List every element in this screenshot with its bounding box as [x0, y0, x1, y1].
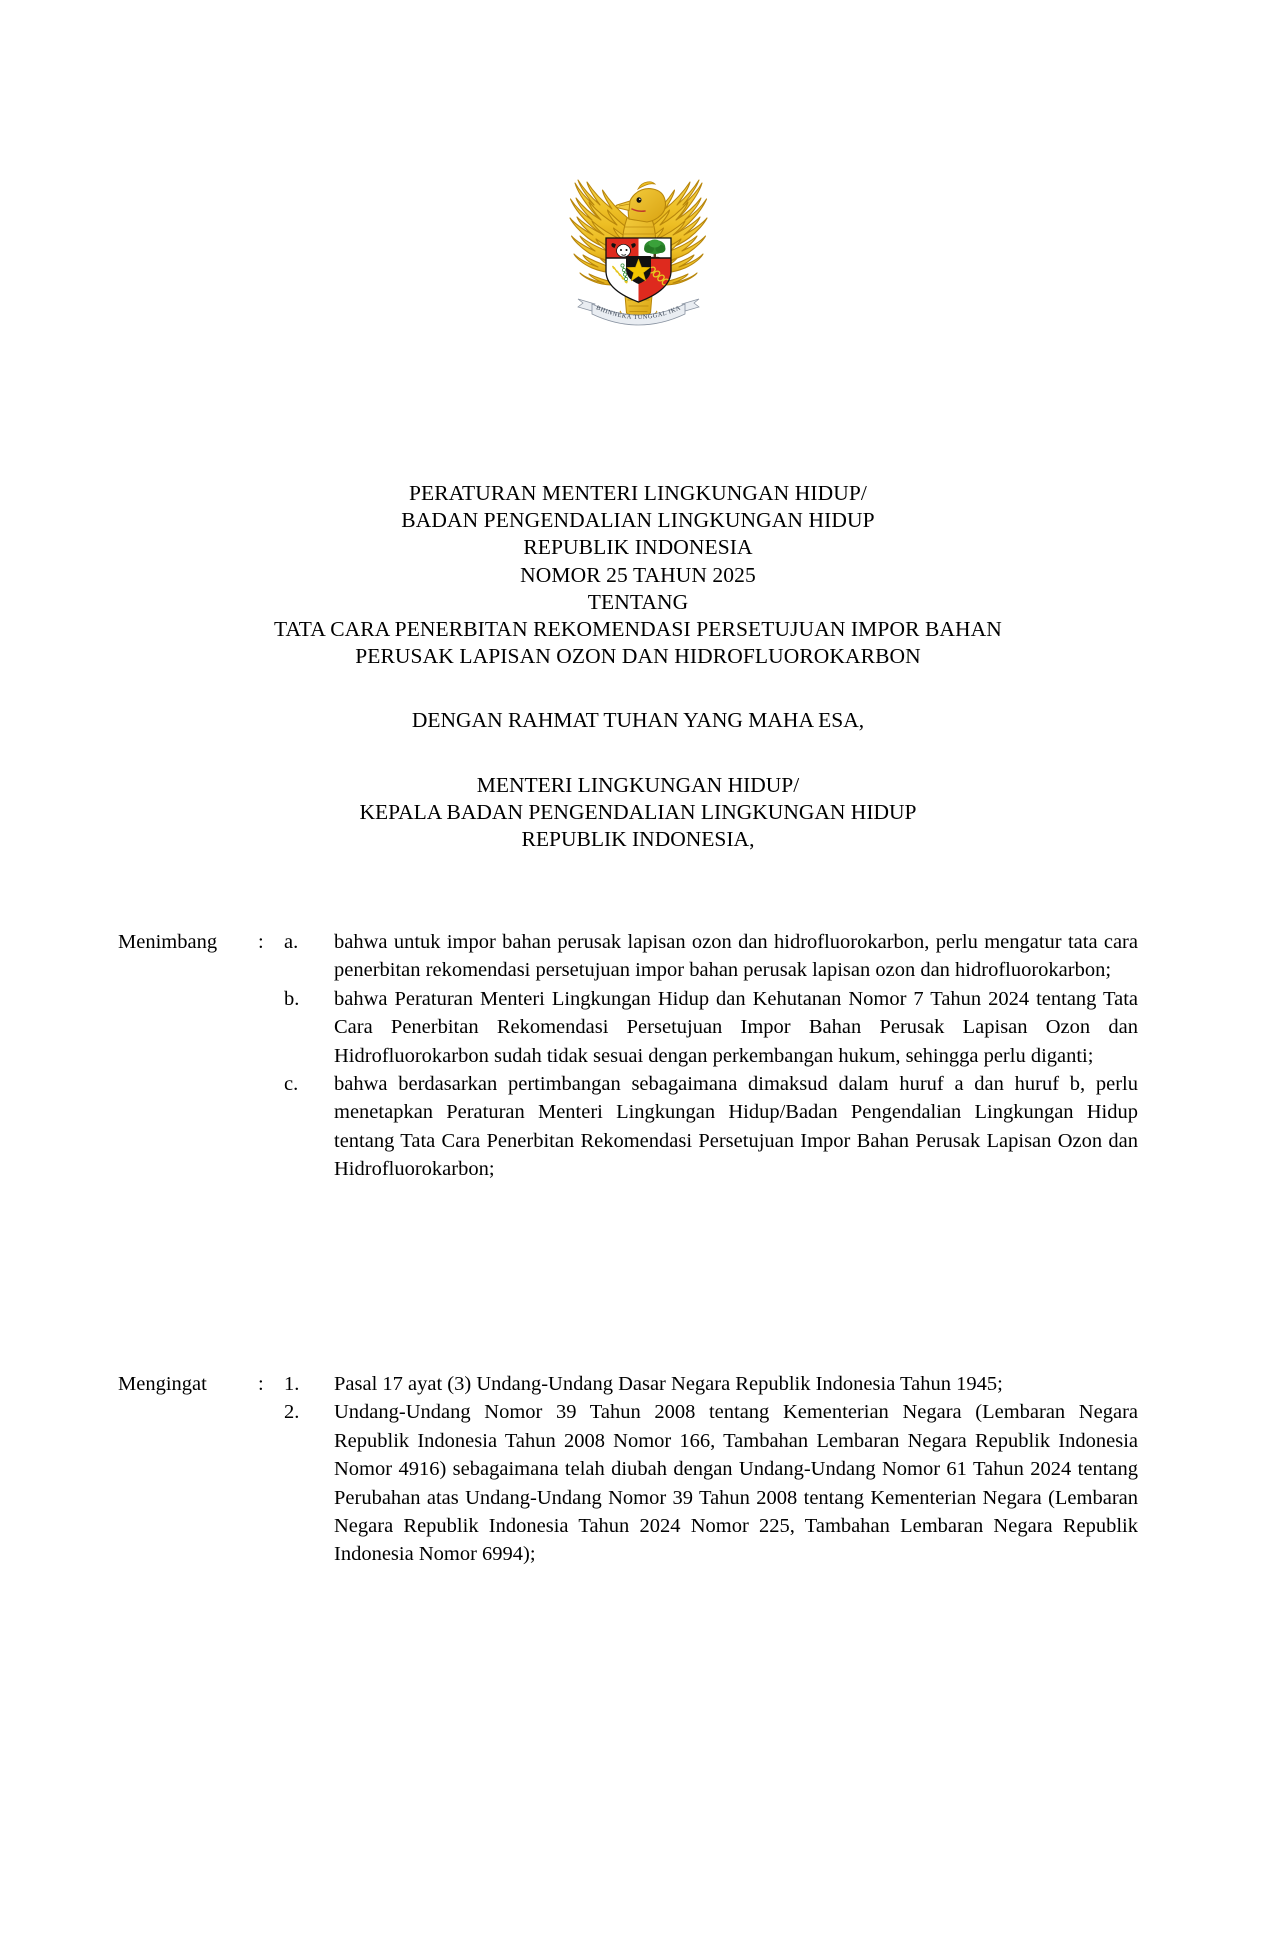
item-marker: 2. — [284, 1401, 300, 1424]
title-line-subject-2: PERUSAK LAPISAN OZON DAN HIDROFLUOROKARBON — [355, 644, 921, 669]
menimbang-label: Menimbang — [118, 931, 218, 953]
title-line-number: NOMOR 25 TAHUN 2025 — [520, 562, 756, 587]
title-line-agency: BADAN PENGENDALIAN LINGKUNGAN HIDUP — [401, 508, 875, 533]
item-text: bahwa untuk impor bahan perusak lapisan ozon dan hidrofluorokarbon, perlu mengatur tata cara penerbitan rekomendasi persetujuan impor bahan perusak lapisan ozon dan hidrofluorokarbon; — [334, 931, 1138, 982]
garuda-pancasila-emblem — [546, 163, 731, 326]
title-line-ministry: PERATURAN MENTERI LINGKUNGAN HIDUP/ — [409, 481, 867, 505]
menimbang-item-a — [284, 928, 1138, 985]
menimbang-item-c — [284, 1070, 1138, 1184]
menimbang-section — [118, 928, 1138, 1184]
title-line-tentang: TENTANG — [587, 589, 689, 614]
authority-block — [90, 772, 1186, 854]
menimbang-colon: : — [258, 931, 264, 953]
menimbang-item-b — [284, 985, 1138, 1070]
mengingat-colon: : — [258, 1373, 264, 1395]
mengingat-label: Mengingat — [118, 1373, 207, 1395]
title-line-subject-1: TATA CARA PENERBITAN REKOMENDASI PERSETUJUAN IMPOR BAHAN — [274, 617, 1002, 642]
item-marker: b. — [284, 987, 300, 1010]
authority-line-head: KEPALA BADAN PENGENDALIAN LINGKUNGAN HIDUP — [359, 800, 917, 825]
menimbang-items — [284, 928, 1138, 1184]
item-marker: 1. — [284, 1373, 300, 1395]
mengingat-items — [284, 1370, 1138, 1569]
item-text: bahwa berdasarkan pertimbangan sebagaimana dimaksud dalam huruf a dan huruf b, perlu menetapkan Peraturan Menteri Lingkungan Hidup/Badan Pengendalian Lingkungan Hidup tentang Tata Cara Penerbitan Rekomendasi Persetujuan Impor Bahan Perusak Lapisan Ozon dan Hidrofluorokarbon; — [334, 1073, 1138, 1181]
title-line-country: REPUBLIK INDONESIA — [523, 535, 753, 560]
item-text: bahwa Peraturan Menteri Lingkungan Hidup dan Kehutanan Nomor 7 Tahun 2024 tentang Tata Cara Penerbitan Rekomendasi Persetujuan Impor Bahan Perusak Lapisan Ozon dan Hidrofluorokarbon sudah tidak sesuai dengan perkembangan hukum, sehingga perlu diganti; — [334, 987, 1138, 1067]
authority-line-minister: MENTERI LINGKUNGAN HIDUP/ — [476, 773, 800, 797]
item-text: Undang-Undang Nomor 39 Tahun 2008 tentang Kementerian Negara (Lembaran Negara Republik Indonesia Tahun 2008 Nomor 166, Tambahan Lembaran Negara Republik Indonesia Nomor 4916) sebagaimana telah diubah dengan Undang-Undang Nomor 61 Tahun 2024 tentang Perubahan atas Undang-Undang Nomor 39 Tahun 2008 tentang Kementerian Negara (Lembaran Negara Republik Indonesia Tahun 2024 Nomor 225, Tambahan Lembaran Negara Republik Indonesia Nomor 6994); — [334, 1401, 1138, 1566]
regulation-title-block — [90, 480, 1186, 670]
invocation-text: DENGAN RAHMAT TUHAN YANG MAHA ESA, — [411, 708, 865, 732]
invocation-block — [90, 707, 1186, 734]
item-marker: a. — [284, 931, 299, 953]
item-marker: c. — [284, 1073, 299, 1096]
motto-text: BHINNEKA TUNGGAL IKA — [594, 304, 682, 322]
authority-line-country: REPUBLIK INDONESIA, — [521, 827, 755, 852]
mengingat-item-1 — [284, 1370, 1138, 1398]
mengingat-item-2 — [284, 1398, 1138, 1568]
pancasila-shield-icon — [606, 238, 671, 303]
item-text: Pasal 17 ayat (3) Undang-Undang Dasar Negara Republik Indonesia Tahun 1945; — [334, 1373, 1003, 1395]
emblem-container — [0, 163, 1276, 326]
mengingat-section — [118, 1370, 1138, 1569]
